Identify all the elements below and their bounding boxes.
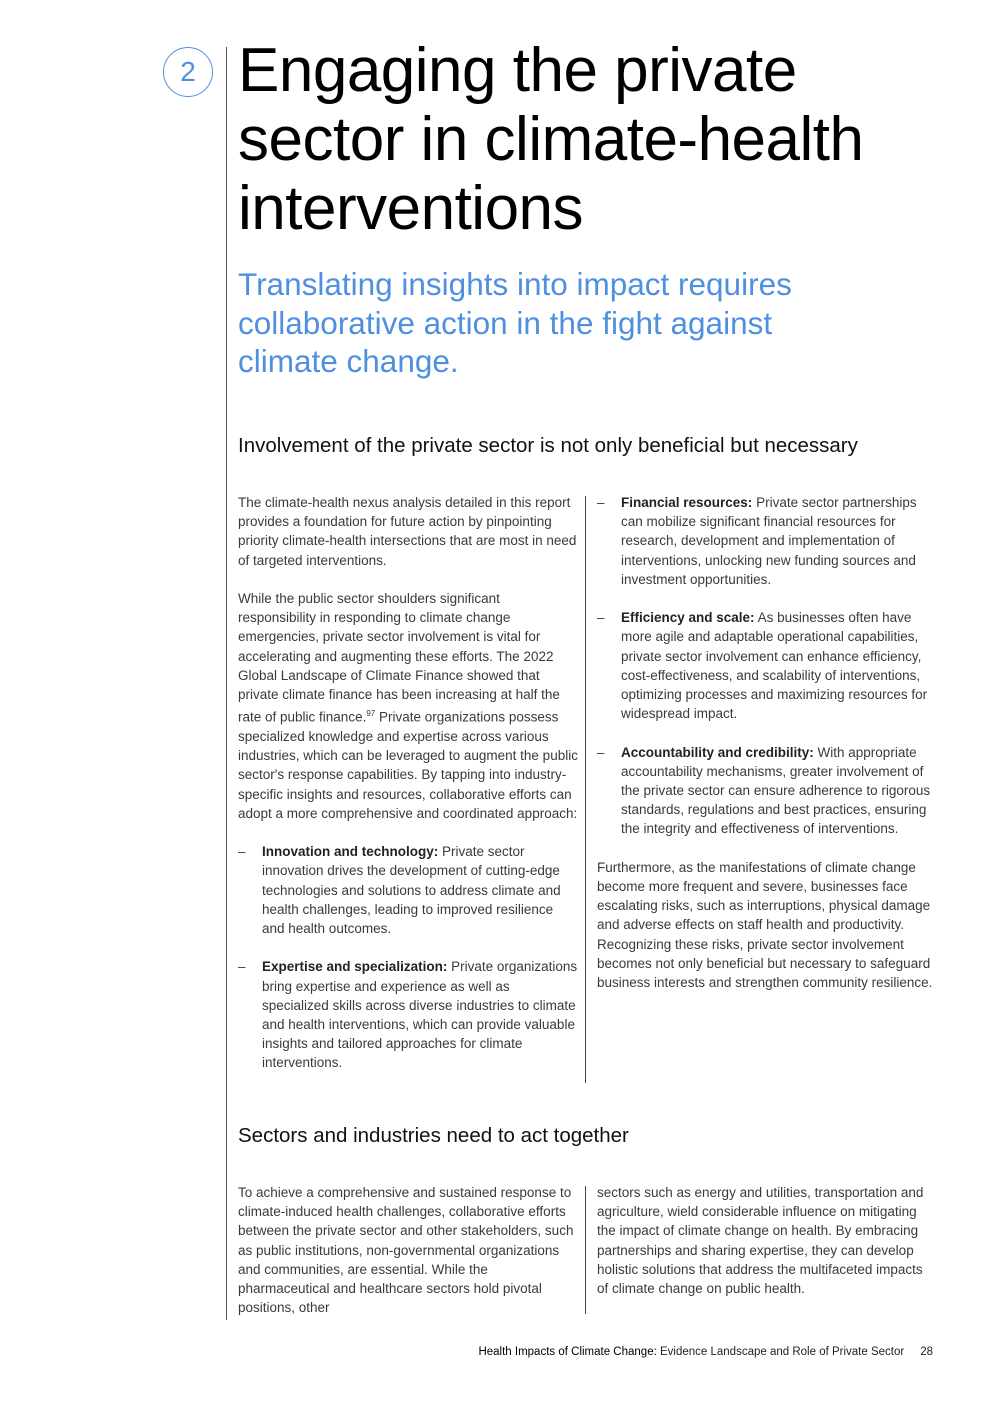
list-item: – Expertise and specialization: Private organizations bring expertise and experience as well as specialized skills across diverse industries to climate and health interventions, which can provide valuable insights and tailored approaches for climate interventions.: [238, 959, 578, 1071]
list-item: – Innovation and technology: Private sector innovation drives the development of cutting-edge technologies and solutions to address climate and health challenges, leading to improved resilience and health outcomes.: [238, 844, 561, 936]
page-subtitle: Translating insights into impact requires collaborative action in the fight against climate change.: [238, 266, 792, 379]
dash-bullet-icon: –: [597, 495, 605, 510]
footer-report-subtitle: Evidence Landscape and Role of Private Sector: [656, 1346, 905, 1358]
footnote-ref: 97: [366, 709, 376, 719]
chapter-number: 2: [180, 56, 196, 87]
section-heading-sectors: Sectors and industries need to act together: [238, 1124, 629, 1147]
section2-left-column: [238, 1183, 578, 1317]
paragraph: The climate-health nexus analysis detailed in this report provides a foundation for future action by pinpointing priority climate-health intersections that are most in need of targeted interventions.: [238, 495, 577, 568]
list-item: – Financial resources: Private sector partnerships can mobilize significant financial resources for research, development and implementation of interventions, unlocking new funding sources and investment opportunities.: [597, 495, 917, 587]
paragraph: While the public sector shoulders significant responsibility in responding to climate change emergencies, private sector involvement is vital for accelerating and augmenting these efforts. The 2022 Global Landscape of Climate Finance showed that private climate finance has been increasing at half the rate of public finance.$^{97}$ Private organizations possess specialized knowledge and expertise across various industries, which can be leveraged to augment the public sector's response capabilities. By tapping into industry-specific insights and resources, collaborative efforts can adopt a more comprehensive and coordinated approach:: [238, 591, 578, 821]
page-number: 28: [920, 1346, 933, 1358]
list-item: – Accountability and credibility: With appropriate accountability mechanisms, greater involvement of the private sector can ensure adherence to rigorous standards, regulations and best practices, ensuring the integrity and effectiveness of interventions.: [597, 744, 931, 837]
footer-report-title: Health Impacts of Climate Change:: [478, 1346, 657, 1358]
column-divider: [585, 1186, 586, 1314]
section1-left-column: [238, 493, 578, 1073]
chapter-number-badge: [163, 47, 213, 97]
section-heading-private-sector: Involvement of the private sector is not only beneficial but necessary: [238, 434, 858, 457]
column-divider: [585, 496, 586, 1083]
chapter-vertical-rule: [226, 47, 227, 1320]
section2-right-column: [597, 1183, 937, 1298]
paragraph: sectors such as energy and utilities, transportation and agriculture, wield considerable influence on mitigating the impact of climate change on health. By embracing partnerships and sharing expertise, they can develop holistic solutions that address the multifaceted impacts of climate change on public health.: [597, 1185, 924, 1297]
page-title: Engaging the private sector in climate-health interventions: [238, 36, 864, 243]
paragraph: Furthermore, as the manifestations of climate change become more frequent and severe, businesses face escalating risks, such as interruptions, physical damage and adverse effects on staff health and productivity. Recognizing these risks, private sector involvement becomes not only beneficial but necessary to safeguard business interests and strengthen community resilience.: [597, 859, 933, 991]
dash-bullet-icon: –: [238, 844, 246, 860]
list-item: – Efficiency and scale: As businesses often have more agile and adaptable operational capabilities, private sector involvement can enhance efficiency, cost-effectiveness, and scalability of interventions, optimizing processes and maximizing resources for widespread impact.: [597, 610, 928, 722]
dash-bullet-icon: –: [597, 610, 605, 626]
page-footer: [0, 1346, 933, 1358]
paragraph: To achieve a comprehensive and sustained response to climate-induced health challenges, collaborative efforts between the private sector and other stakeholders, such as public institutions, non-governmental organizations and communities, are essential. While the pharmaceutical and healthcare sectors hold pivotal positions, other: [238, 1185, 574, 1316]
dash-bullet-icon: –: [597, 744, 605, 760]
section1-right-column: [597, 493, 937, 992]
dash-bullet-icon: –: [238, 959, 246, 975]
